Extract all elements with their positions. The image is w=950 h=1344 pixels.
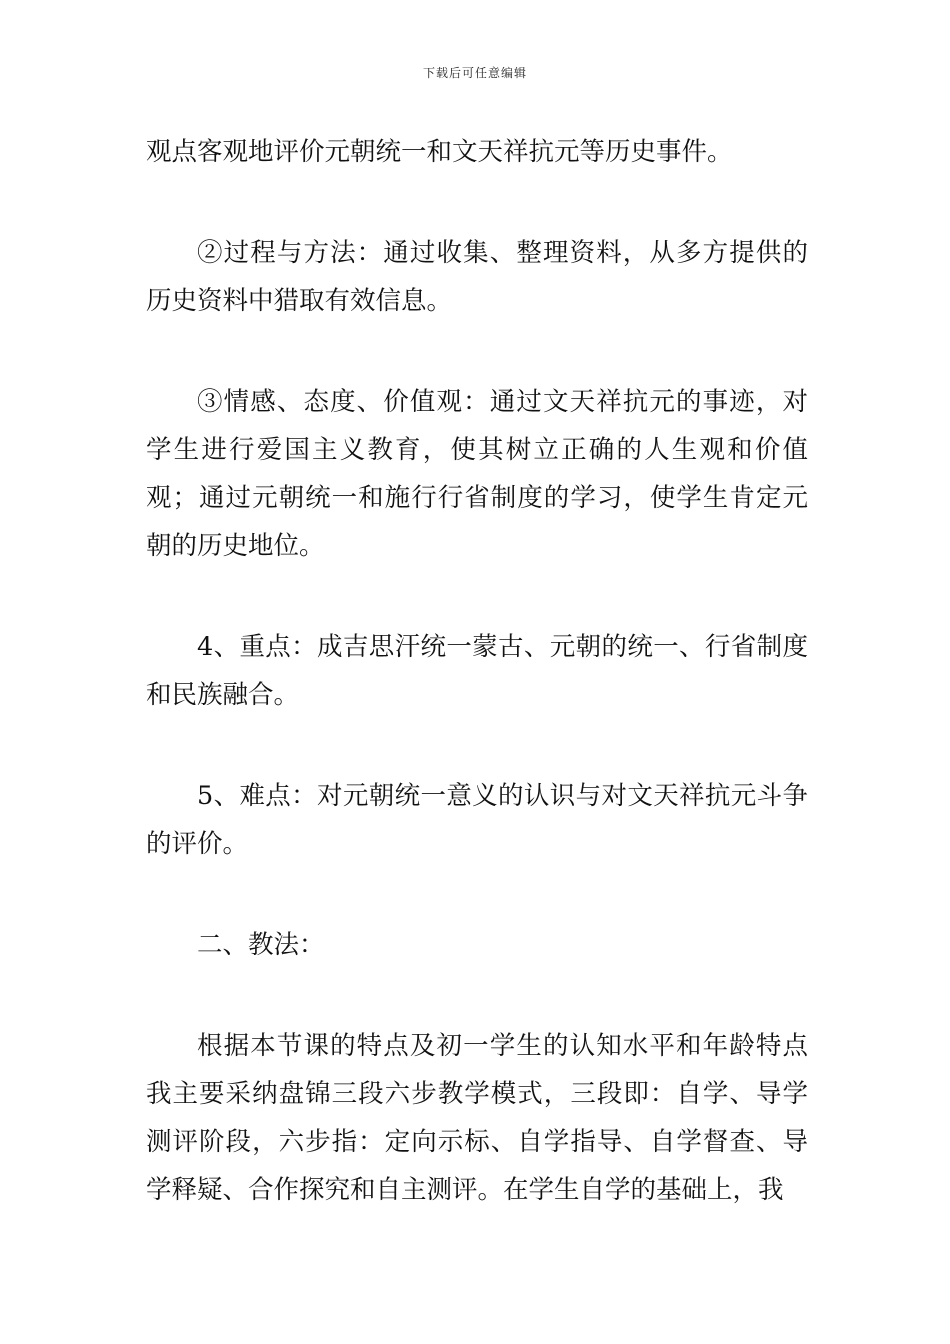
- page-header: 下载后可任意编辑: [422, 66, 527, 80]
- paragraph-7: 根据本节课的特点及初一学生的认知水平和年龄特点我主要采纳盘锦三段六步教学模式，三段即：自学、导学测评阶段，六步指：定向示标、自学指导、自学督查、导学释疑、合作探究和自主测评。在学生自学的基础上，我: [146, 1031, 808, 1205]
- paragraph-2: ②过程与方法：通过收集、整理资料，从多方提供的历史资料中猎取有效信息。: [146, 238, 808, 316]
- paragraph-3: ③情感、态度、价值观：通过文天祥抗元的事迹，对学生进行爱国主义教育，使其树立正确的人生观和价值观；通过元朝统一和施行行省制度的学习，使学生肯定元朝的历史地位。: [146, 387, 808, 561]
- paragraph-4: 4、重点：成吉思汗统一蒙古、元朝的统一、行省制度和民族融合。: [146, 632, 808, 710]
- paragraph-6: 二、教法：: [197, 930, 325, 960]
- paragraph-5: 5、难点：对元朝统一意义的认识与对文天祥抗元斗争的评价。: [146, 781, 808, 859]
- paragraph-1: 观点客观地评价元朝统一和文天祥抗元等历史事件。: [146, 137, 733, 167]
- document-body: [146, 128, 808, 1267]
